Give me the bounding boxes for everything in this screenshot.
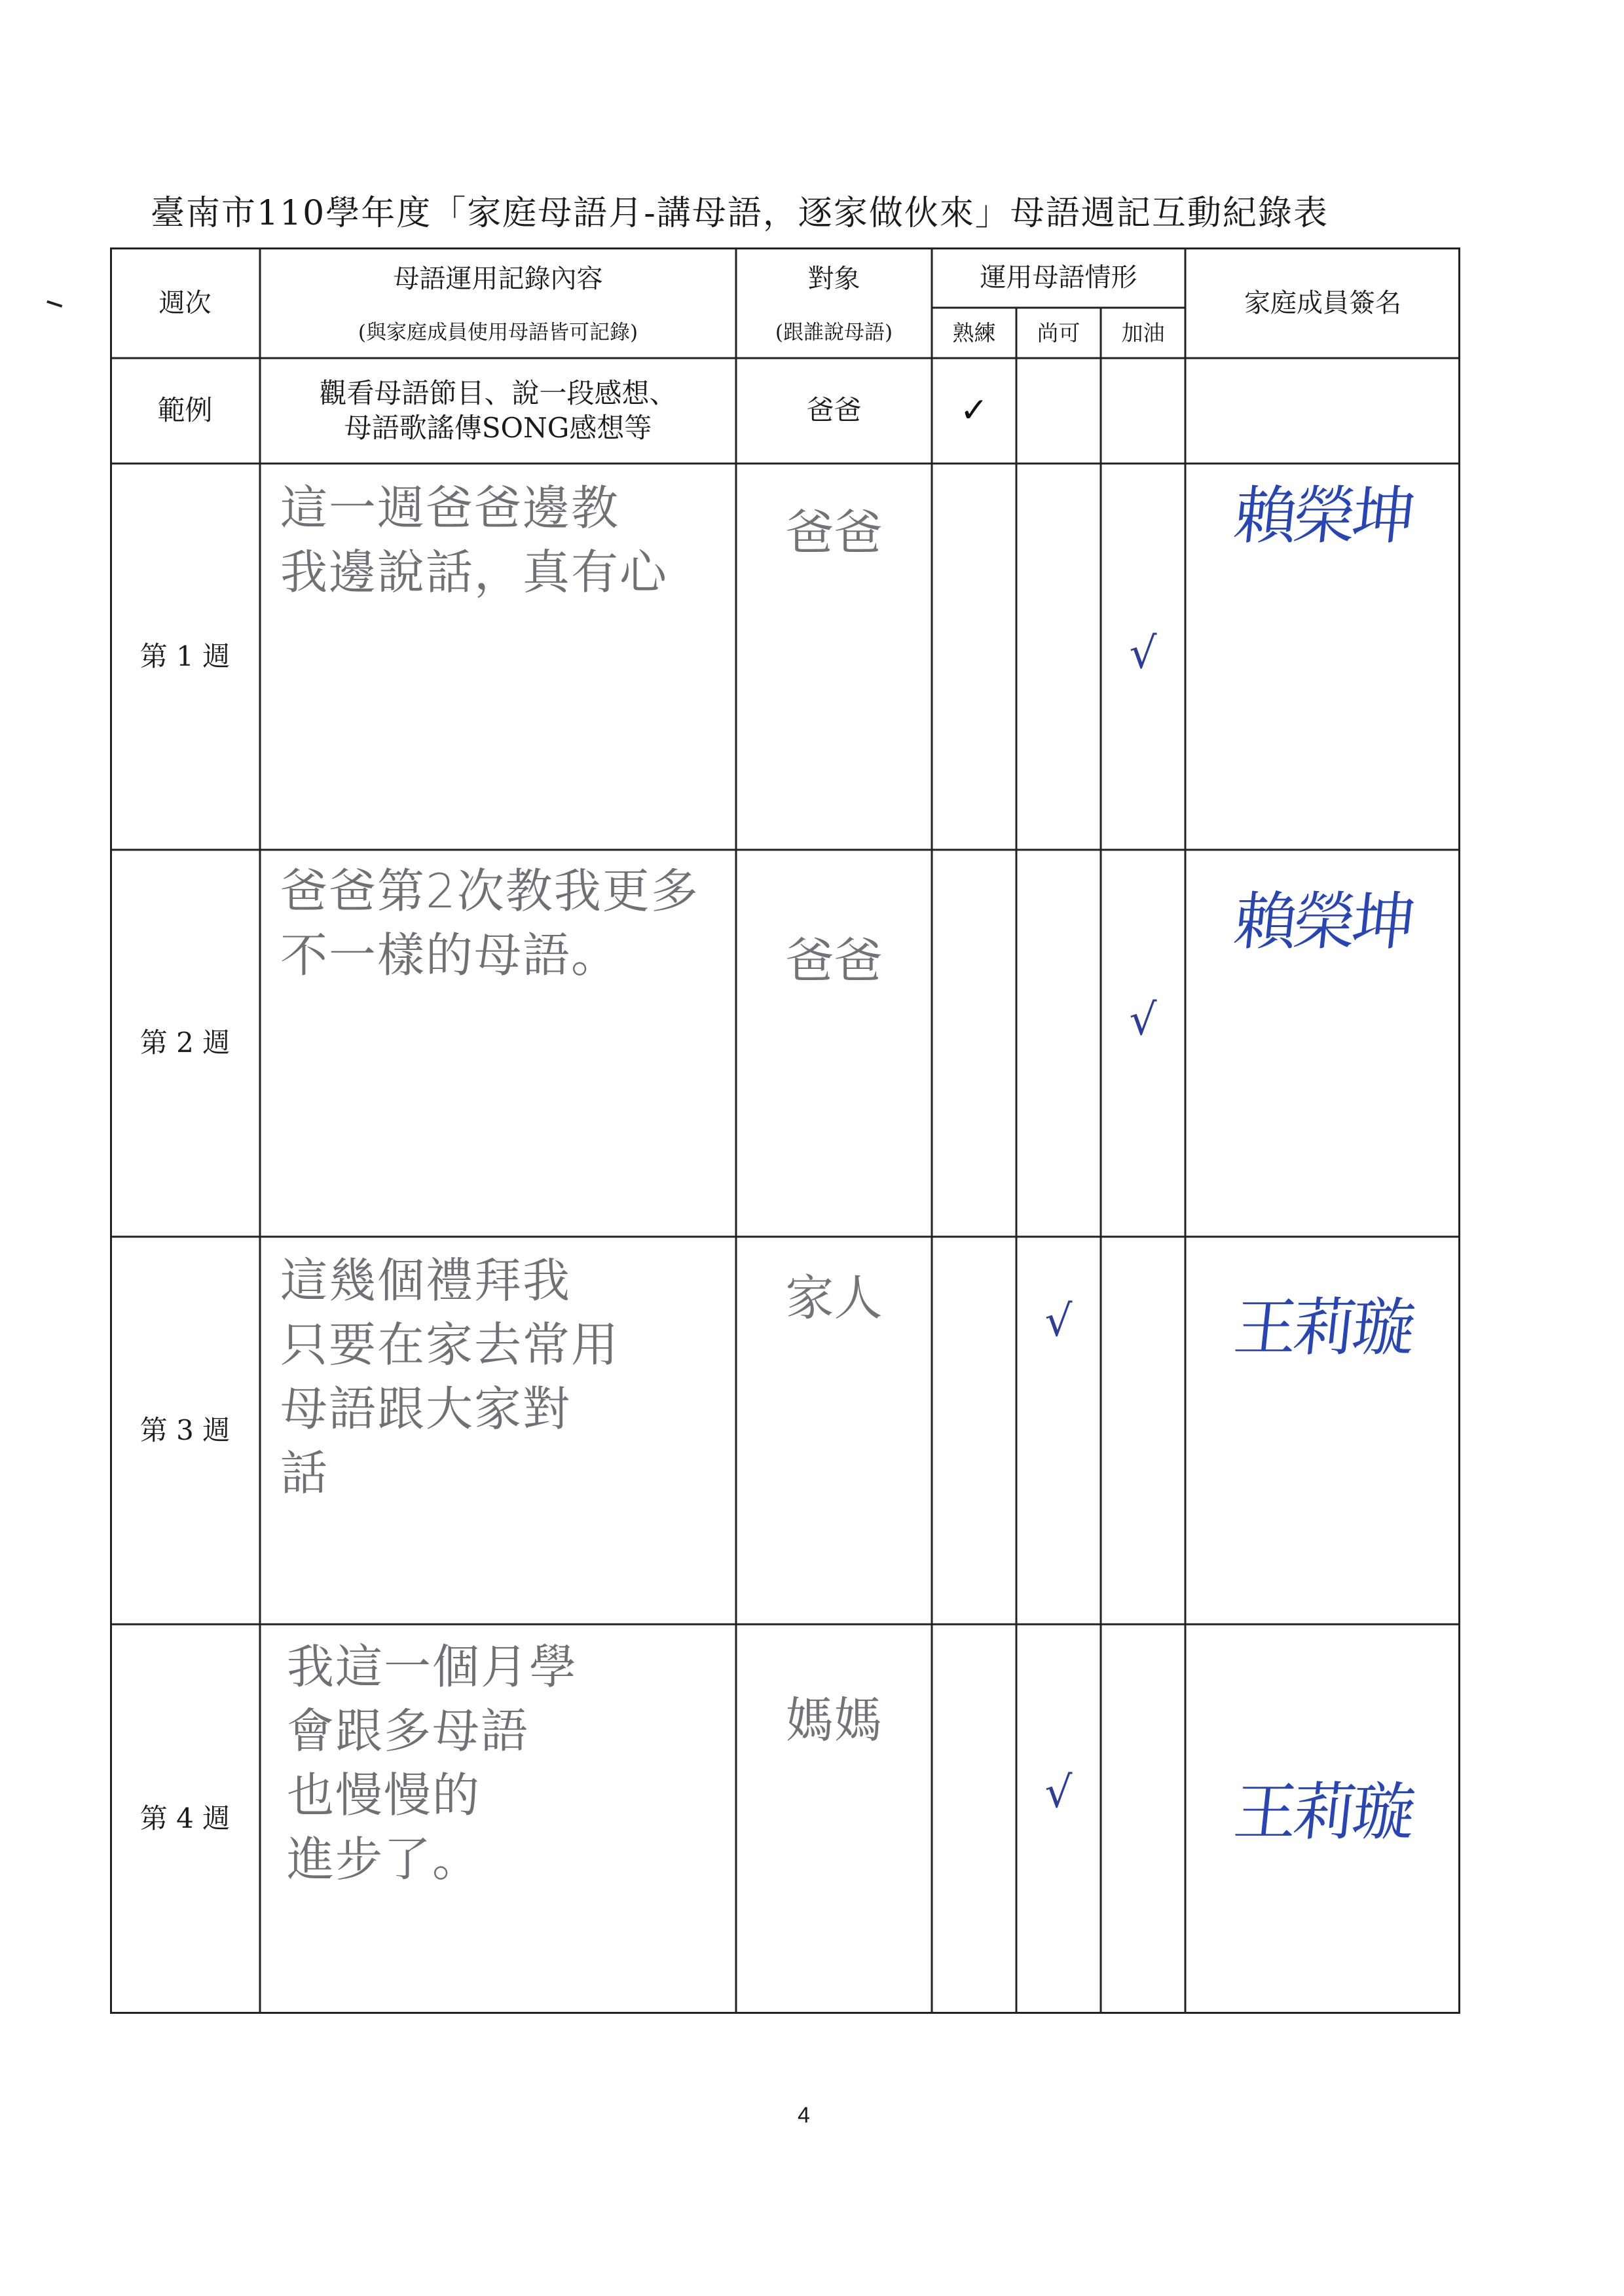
week-3-content-line-2: 只要在家去常用: [280, 1317, 620, 1372]
week-4-content-line-4: 進步了。: [287, 1831, 481, 1887]
header-level-ok: 尚可: [1037, 319, 1080, 346]
header-content-note: (與家庭成員使用母語皆可記錄): [358, 321, 638, 345]
week-2-label: 第 2 週: [139, 1027, 231, 1059]
week-4-content-line-2: 會跟多母語: [287, 1703, 530, 1758]
week-3-target: 家人: [785, 1269, 883, 1326]
week-3-signature: 王莉璇: [1230, 1291, 1415, 1364]
header-level-fluent: 熟練: [952, 319, 996, 346]
example-checkmark: ✓: [959, 391, 989, 430]
stray-mark: [45, 301, 63, 313]
header-target-note: (跟誰說母語): [775, 321, 893, 345]
week-2-content-line-2: 不一樣的母語。: [280, 927, 620, 983]
week-4-signature: 王莉璇: [1230, 1776, 1415, 1849]
record-table: [110, 247, 1460, 2014]
week-3-check: √: [1044, 1295, 1073, 1346]
example-label: 範例: [157, 394, 213, 427]
week-3-label: 第 3 週: [139, 1413, 231, 1446]
header-signature: 家庭成員簽名: [1244, 287, 1401, 318]
week-1-check: √: [1129, 627, 1157, 678]
week-4-check: √: [1044, 1766, 1073, 1817]
week-1-content-line-2: 我邊說話，真有心: [280, 544, 669, 600]
header-target: 對象: [807, 263, 860, 294]
form-title: 臺南市110學年度「家庭母語月-講母語，逐家做伙來」母語週記互動紀錄表: [151, 194, 1329, 233]
week-4-content-line-1: 我這一個月學: [287, 1639, 578, 1694]
week-4-label: 第 4 週: [139, 1802, 231, 1835]
week-1-target: 爸爸: [785, 505, 883, 561]
week-3-content: [280, 1249, 726, 1603]
header-week: 週次: [158, 287, 212, 318]
week-4-content: [287, 1635, 726, 1989]
week-2-content-line-1: 爸爸第2次教我更多: [280, 864, 699, 919]
example-content-line-2: 母語歌謠傳SONG感想等: [344, 411, 652, 444]
week-2-content: [280, 860, 726, 1030]
week-4-target: 媽媽: [785, 1692, 883, 1749]
week-2-target: 爸爸: [785, 932, 883, 989]
example-target: 爸爸: [806, 394, 862, 427]
week-1-content: [280, 477, 726, 647]
week-3-content-line-4: 話: [280, 1445, 329, 1501]
week-3-content-line-1: 這幾個禮拜我: [280, 1253, 572, 1308]
week-2-signature: 賴榮坤: [1230, 885, 1415, 958]
header-level-try: 加油: [1121, 319, 1165, 346]
page-number: 4: [798, 2103, 810, 2128]
week-1-content-line-1: 這一週爸爸邊教: [280, 481, 620, 536]
header-content: 母語運用記錄內容: [393, 263, 603, 294]
example-content: [260, 358, 736, 464]
week-3-content-line-3: 母語跟大家對: [280, 1381, 572, 1436]
week-1-label: 第 1 週: [139, 640, 231, 672]
week-2-check: √: [1129, 994, 1157, 1045]
header-usage: 運用母語情形: [980, 263, 1137, 293]
week-1-signature: 賴榮坤: [1230, 479, 1415, 553]
example-content-line-1: 觀看母語節目、說一段感想、: [319, 377, 677, 409]
week-4-content-line-3: 也慢慢的: [287, 1767, 481, 1823]
